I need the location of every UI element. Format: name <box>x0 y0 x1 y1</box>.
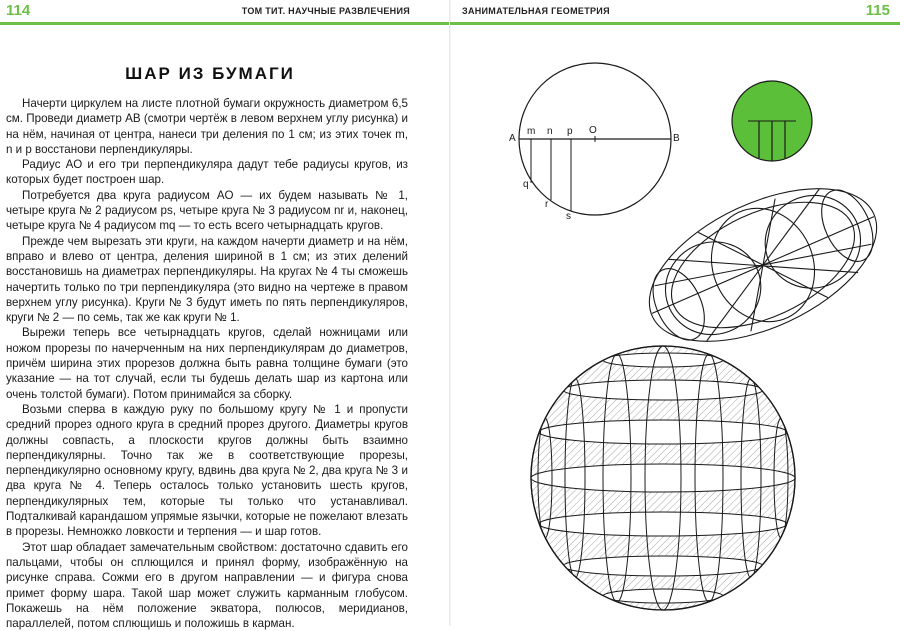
label-n: n <box>547 126 553 137</box>
paragraph-3: Потребуется два круга радиусом AO — их будем называть № 1, четыре круга № 2 радиусом ps, четыре круга № 3 радиусом nr и, наконец, четыре круга № 4 радиусом mq — то есть всего четырнадцать кругов. <box>6 188 408 233</box>
article-body <box>6 96 408 631</box>
left-running-head: ТОМ ТИТ. НАУЧНЫЕ РАЗВЛЕЧЕНИЯ <box>241 6 410 16</box>
paragraph-7: Этот шар обладает замечательным свойством: достаточно сдавить его пальцами, чтобы он сплющился и принял форму, изображённую на рисунке справа. Сожми его в другом направлении — и фигура снова примет форму шара. Такой шар может служить карманным глобусом. Покажешь на нём положение экватора, полюсов, меридианов, параллелей, потом сплющишь и положишь в карман. <box>6 540 408 631</box>
right-page <box>450 0 900 626</box>
label-b: B <box>673 133 680 144</box>
paragraph-5: Вырежи теперь все четырнадцать кругов, сделай ножницами или ножом прорезы по начерченным на них перпендикулярам до диаметров, причём ширина этих прорезов должна быть равна толщине бумаги (это указание — на тот случай, если ты будешь делать шар из картона или очень толстой бумаги). Потом принимайся за сборку. <box>6 326 408 401</box>
paper-sphere-illustration <box>450 0 900 626</box>
label-o: O <box>589 125 597 136</box>
label-s: s <box>566 211 571 222</box>
label-r: r <box>545 199 549 210</box>
left-page-number: 114 <box>6 2 31 19</box>
label-q: q <box>523 179 529 190</box>
label-a: A <box>509 133 516 144</box>
paragraph-4: Прежде чем вырезать эти круги, на каждом начерти диаметр и на нём, вправо и влево от центра, деления шириной в 1 см; из этих делений восстановишь на диаметрах перпендикуляры. На кругах № 4 ты сможешь начертить только по три перпендикуляра (это видно на чертеже в правом верхнем углу рисунка). Круги № 3 будут иметь по пять перпендикуляров, круги № 2 — по семь, так же как круги № 1. <box>6 234 408 325</box>
green-circle-diagram <box>732 81 812 161</box>
paragraph-1: Начерти циркулем на листе плотной бумаги окружность диаметром 6,5 см. Проведи диаметр AB (смотри чертёж в левом верхнем углу рисунка) и на нём, начиная от центра, нанеси три деления по 1 см; из этих точек m, n и p восстанови перпендикуляры. <box>6 97 408 156</box>
article-title: ШАР ИЗ БУМАГИ <box>125 64 295 83</box>
assembled-sphere <box>531 346 795 610</box>
right-running-head: ЗАНИМАТЕЛЬНАЯ ГЕОМЕТРИЯ <box>462 6 610 16</box>
paragraph-2: Радиус AO и его три перпендикуляра дадут тебе радиусы кругов, из которых будет построен шар. <box>6 158 408 187</box>
paragraph-6: Возьми сперва в каждую руку по большому кругу № 1 и пропусти средний прорез одного круга в средний прорез другого. Диаметры кругов должны совпасть, а плоскости кругов должны быть взаимно перпендикулярны. Точно так же в соответствующие прорезы, перпендикулярно основному кругу, вдвинь два круга № 2, два круга № 3 и два круга № 4. Теперь осталось только установить шесть кругов, перпендикулярных тем, которые ты только что устанавливал. Подталкивай карандашом упрямые язычки, которые не пожелают влезать в прорезы. Немножко ловкости и терпения — и шар готов. <box>6 402 408 539</box>
label-p: p <box>567 126 573 137</box>
right-page-number: 115 <box>865 2 890 19</box>
label-m: m <box>527 126 536 137</box>
flattened-sphere <box>626 157 900 373</box>
construction-diagram <box>519 63 671 215</box>
